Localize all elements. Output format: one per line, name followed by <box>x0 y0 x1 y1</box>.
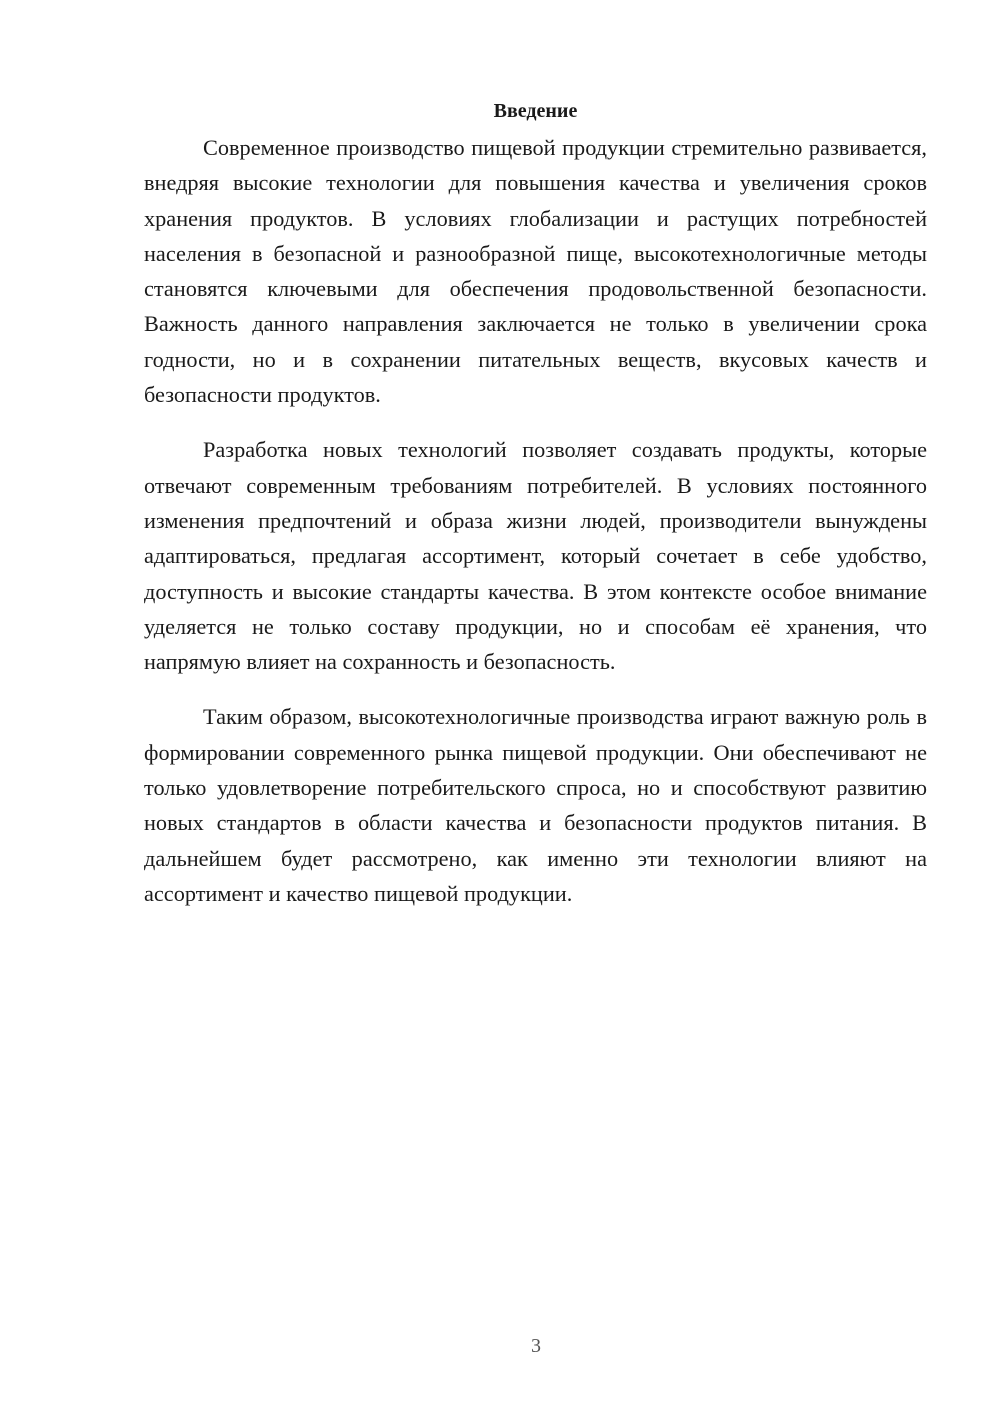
section-heading: Введение <box>493 100 578 122</box>
paragraph-3: Таким образом, высокотехнологичные производства играют важную роль в формировании современного рынка пищевой продукции. Они обеспечивают не только удовлетворение потребительского спроса, но и способствуют развитию новых стандартов в области качества и безопасности продуктов питания. В дальнейшем будет рассмотрено, как именно эти технологии влияют на ассортимент и качество пищевой продукции. <box>144 704 927 906</box>
page-number: 3 <box>531 1335 541 1357</box>
paragraph-1: Современное производство пищевой продукции стремительно развивается, внедряя высокие технологии для повышения качества и увеличения сроков хранения продуктов. В условиях глобализации и растущих потребностей населения в безопасной и разнообразной пище, высокотехнологичные методы становятся ключевыми для обеспечения продовольственной безопасности. Важность данного направления заключается не только в увеличении срока годности, но и в сохранении питательных веществ, вкусовых качеств и безопасности продуктов. <box>144 135 927 408</box>
paragraph-2: Разработка новых технологий позволяет создавать продукты, которые отвечают современным требованиям потребителей. В условиях постоянного изменения предпочтений и образа жизни людей, производители вынуждены адаптироваться, предлагая ассортимент, который сочетает в себе удобство, доступность и высокие стандарты качества. В этом контексте особое внимание уделяется не только составу продукции, но и способам её хранения, что напрямую влияет на сохранность и безопасность. <box>144 437 927 675</box>
page-content <box>144 96 927 931</box>
